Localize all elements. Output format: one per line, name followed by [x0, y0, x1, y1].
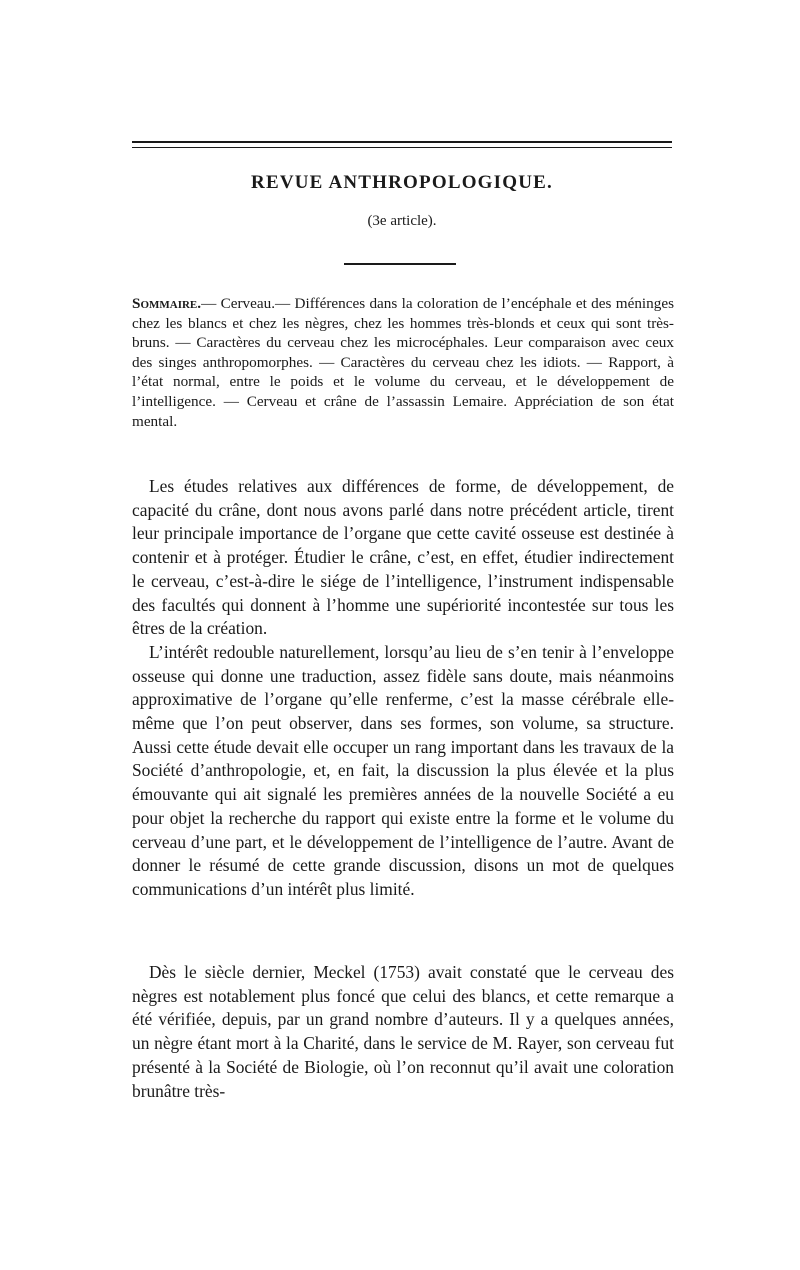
article-title: REVUE ANTHROPOLOGIQUE. — [251, 172, 553, 193]
body-paragraph-3: Dès le siècle dernier, Meckel (1753) avait constaté que le cerveau des nègres est notablement plus foncé que celui des blancs, et cette remarque a été vérifiée, depuis, par un grand nombre d’auteurs. Il y a quelques années, un nègre étant mort à la Charité, dans le service de M. Rayer, son cerveau fut présenté à la Société de Biologie, où l’on reconnut qu’il avait une coloration brunâtre très- — [132, 962, 674, 1101]
header-double-rule-bottom — [132, 147, 672, 148]
title-separator-rule — [344, 263, 456, 265]
body-paragraph-2: L’intérêt redouble naturellement, lorsqu’au lieu de s’en tenir à l’enveloppe osseuse qui donne une traduction, assez fidèle sans doute, mais néanmoins approximative de l’organe qu’elle renferme, c’est la masse cérébrale elle-même que l’on peut observer, dans ses formes, son volume, sa structure. Aussi cette étude devait elle occuper un rang important dans les travaux de la Société d’anthropologie, et, en fait, la discussion la plus élevée et la plus émouvante qui ait signalé les premières années de la nouvelle Société a eu pour objet la recherche du rapport qui existe entre la forme et le volume du cerveau d’une part, et le développement de l’intelligence de l’autre. Avant de donner le résumé de cette grande discussion, disons un mot de quelques communications d’un intérêt plus limité. — [132, 641, 674, 899]
summary-lead: Sommaire. — [132, 295, 202, 312]
body-text-block-continued — [132, 961, 674, 1103]
summary-paragraph — [132, 294, 674, 431]
body-text-block — [132, 475, 674, 902]
summary-text: — Cerveau.— Différences dans la coloration de l’encéphale et des méninges chez les blancs et chez les nègres, chez les hommes très-blonds et ceux qui sont très-bruns. — Caractères du cerveau chez les microcéphales. Leur comparaison avec ceux des singes anthropomorphes. — Caractères du cerveau chez les idiots. — Rapport, à l’état normal, entre le poids et le volume du cerveau, et le développement de l’intelligence. — Cerveau et crâne de l’assassin Lemaire. Appréciation de son état mental. — [132, 295, 674, 430]
header-double-rule-top — [132, 141, 672, 143]
article-subtitle: (3e article). — [367, 213, 437, 229]
body-paragraph-1: Les études relatives aux différences de forme, de développement, de capacité du crâne, dont nous avons parlé dans notre précédent article, tirent leur principale importance de l’organe que cette cavité osseuse est destinée à contenir et à protéger. Étudier le crâne, c’est, en effet, étudier indirectement le cerveau, c’est-à-dire le siége de l’intelligence, l’instrument indispensable des facultés qui donnent à l’homme une supériorité incontestée sur tous les êtres de la création. — [132, 476, 674, 639]
